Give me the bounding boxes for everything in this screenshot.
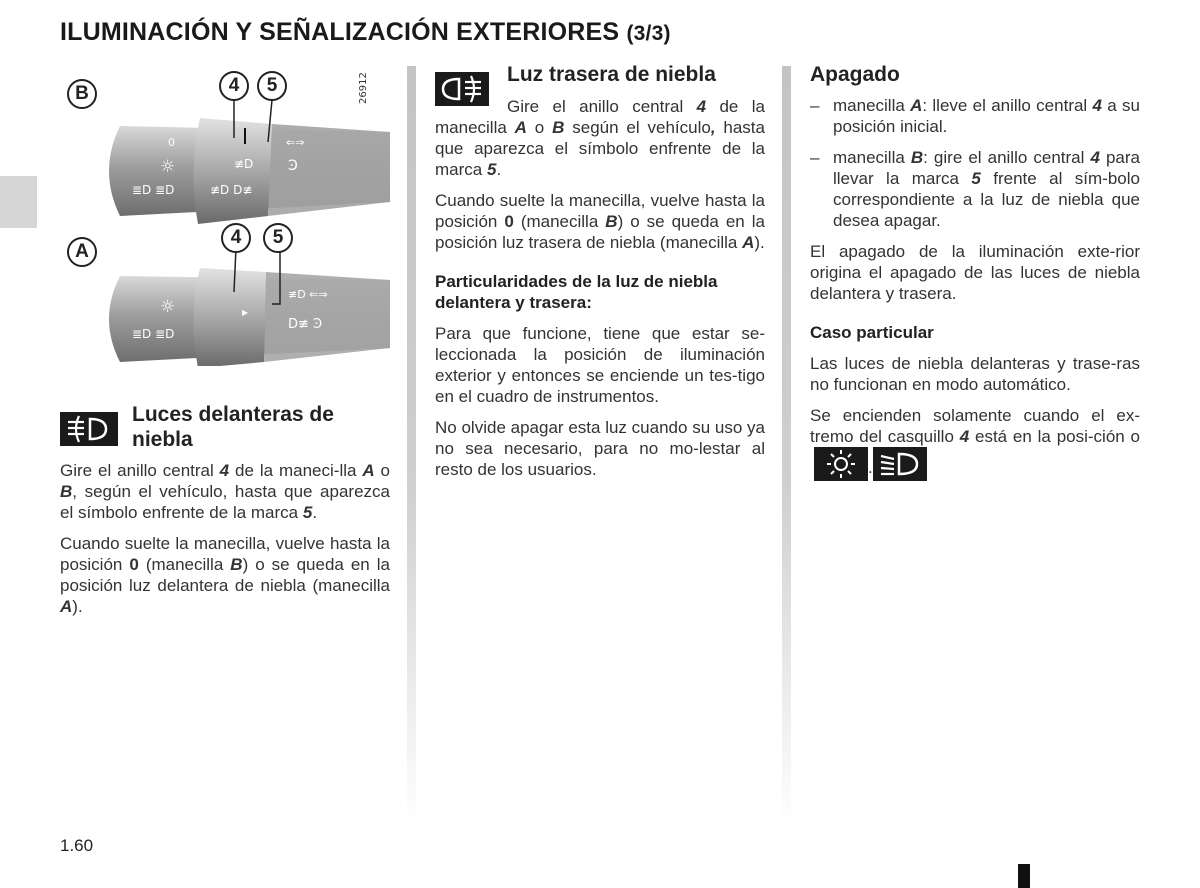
title-text: ILUMINACIÓN Y SEÑALIZACIÓN EXTERIORES (60, 18, 620, 46)
label-4-circle-b: 4 (219, 71, 249, 101)
rear-fog-p3: Para que funcione, tiene que estar se-leccionada la posición de iluminación exterior y entonces se enciende un tes-tigo en el cuadro de instrumentos. (435, 324, 765, 406)
label-4-circle-a: 4 (221, 223, 251, 253)
off-list (810, 95, 1140, 231)
column-rear-fog (435, 62, 765, 490)
label-b-circle: B (67, 79, 97, 109)
stalk-b (109, 72, 390, 224)
rear-fog-p2: Cuando suelte la manecilla, vuelve hasta la posición 0 (manecilla B) o se queda en la posición luz trasera de niebla (manecilla A). (435, 191, 765, 252)
label-a-circle: A (67, 237, 97, 267)
arrow-mark-a: ▸ (242, 305, 249, 319)
front-fog-heading: Luces delanteras de niebla (132, 403, 334, 451)
particularities-heading: Particularidades de la luz de niebla delantera y trasera: (435, 272, 718, 312)
parking-light-icon-a: ☼ (160, 297, 176, 317)
low-beam-icon-a: ≣D ≣D (132, 327, 175, 341)
fog-rear-icon-box (435, 72, 489, 106)
off-item-a: – manecilla A: lleve el anillo central 4 a su posición inicial. (810, 95, 1140, 137)
chapter-tab (0, 176, 37, 228)
stalk-figure (60, 66, 390, 366)
figure-ref: 26912 (358, 72, 369, 104)
label-5-circle-b: 5 (257, 71, 287, 101)
mark-5-b (244, 128, 246, 144)
stalk-a (109, 248, 390, 366)
column-divider-2 (782, 66, 791, 826)
horn-icon: Ͽ (288, 158, 298, 174)
off-heading: Apagado (810, 63, 900, 86)
front-fog-p1: Gire el anillo central 4 de la maneci-lla A o B, según el vehículo, hasta que aparezca el símbolo enfrente de la marca 5. (60, 461, 390, 522)
title-part: (3/3) (626, 22, 671, 45)
parking-light-symbol-icon (814, 447, 868, 481)
rear-fog-p4: No olvide apagar esta luz cuando su uso ya no sea necesario, para no mo-lestar al resto de los usuarios. (435, 418, 765, 479)
rear-fog-heading: Luz trasera de niebla (507, 63, 716, 86)
zero-mark-b: 0 (168, 136, 175, 149)
fog-front-icon-box (60, 412, 118, 446)
corner-mark (1018, 864, 1030, 888)
column-front-fog (60, 402, 390, 627)
turn-signal-icon: ⇐⇒ (286, 136, 305, 149)
page-title (60, 18, 671, 47)
fog-horn-icons-a: D≢ Ͽ (288, 317, 323, 332)
off-p3: Se encienden solamente cuando el ex-tremo del casquillo 4 está en la posi-ción o . (810, 405, 1140, 481)
fog-front-symbol-icon (60, 412, 118, 446)
fog-rear-symbol-icon (435, 72, 489, 106)
column-divider-1 (407, 66, 416, 826)
fog-turn-icons-a: ≢D ⇐⇒ (288, 288, 328, 301)
off-item-b: – manecilla B: gire el anillo central 4 para llevar la marca 5 frente al sím-bolo correspondiente a la luz de niebla que desea apagar. (810, 147, 1140, 231)
off-p1: El apagado de la iluminación exte-rior origina el apagado de las luces de niebla delantera y trasera. (810, 242, 1140, 303)
stalk-illustration (60, 66, 390, 366)
fog-rear-icon: ≢D D≢ (210, 183, 253, 197)
low-beam-icon: ≣D ≣D (132, 183, 175, 197)
low-beam-symbol-icon (873, 447, 927, 481)
page-number: 1.60 (60, 836, 94, 855)
rear-fog-p1: Gire el anillo central 4 de la manecilla A o B según el vehículo, hasta que aparezca el símbolo enfrente de la marca 5. (435, 97, 765, 179)
special-case-heading: Caso particular (810, 323, 934, 342)
parking-light-icon: ☼ (160, 157, 176, 177)
off-p2: Las luces de niebla delanteras y trase-ras no funcionan en modo automático. (810, 354, 1140, 394)
column-off (810, 62, 1140, 491)
front-fog-p2: Cuando suelte la manecilla, vuelve hasta la posición 0 (manecilla B) o se queda en la posición luz delantera de niebla (manecilla A). (60, 534, 390, 616)
label-5-circle-a: 5 (263, 223, 293, 253)
fog-front-icon: ≢D (234, 157, 254, 171)
